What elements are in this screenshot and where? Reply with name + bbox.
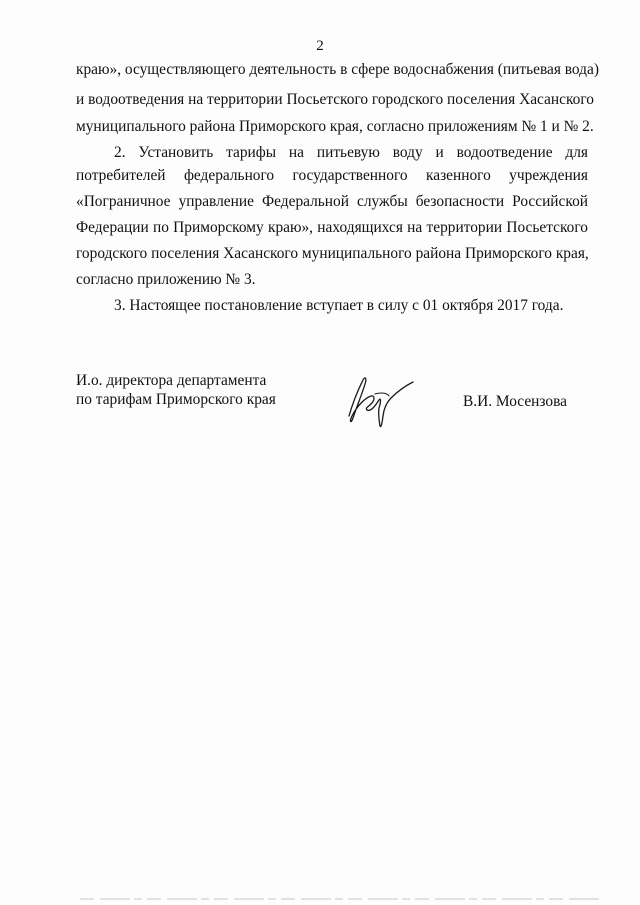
body-line-10: 3. Настоящее постановление вступает в силу с 01 октября 2017 года. — [114, 297, 564, 314]
body-line-6: «Пограничное управление Федеральной службы безопасности Российской — [76, 193, 588, 210]
handwritten-signature — [335, 372, 415, 432]
body-line-3: муниципального района Приморского края, согласно приложениям № 1 и № 2. — [76, 118, 594, 135]
body-line-5: потребителей федерального государственного казенного учреждения — [76, 167, 588, 184]
scan-bottom-edge — [80, 898, 600, 900]
body-line-8: городского поселения Хасанского муниципального района Приморского края, — [76, 245, 589, 262]
body-line-7: Федерации по Приморскому краю», находящихся на территории Посьетского — [76, 219, 588, 236]
body-line-4: 2. Установить тарифы на питьевую воду и водоотведение для — [114, 144, 588, 161]
signer-position-line-1: И.о. директора департамента — [76, 372, 267, 389]
body-line-9: согласно приложению № 3. — [76, 271, 256, 288]
body-line-2: и водоотведения на территории Посьетского городского поселения Хасанского — [76, 91, 594, 108]
signer-position-line-2: по тарифам Приморского края — [76, 391, 276, 408]
signer-name: В.И. Мосензова — [463, 393, 567, 410]
page-number: 2 — [316, 38, 324, 54]
body-line-1: краю», осуществляющего деятельность в сфере водоснабжения (питьевая вода) — [76, 61, 599, 78]
